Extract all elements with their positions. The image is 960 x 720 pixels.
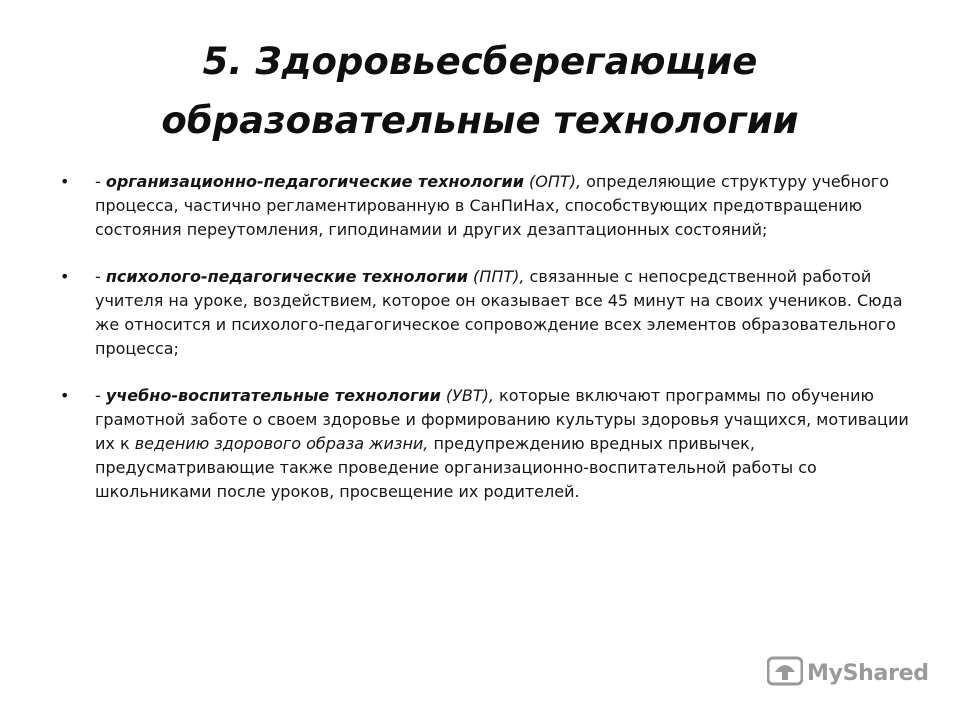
- slide-title: [60, 32, 900, 150]
- item-abbr: (ППТ),: [467, 267, 525, 286]
- watermark-text: MyShared: [807, 660, 929, 686]
- bullet-icon: •: [60, 386, 70, 405]
- item-prefix: -: [95, 172, 106, 191]
- item-text-b: предупреждению вредных привычек, предусматривающие также проведение организационно-воспитательной работы со школьниками после уроков, просвещение их родителей.: [95, 434, 817, 501]
- title-line-1: 5. Здоровьесберегающие: [202, 40, 758, 83]
- item-term: психолого-педагогические технологии: [105, 267, 468, 286]
- myshared-logo[interactable]: [767, 656, 929, 690]
- item-abbr: (ОПТ),: [523, 172, 582, 191]
- bullet-icon: •: [60, 267, 70, 286]
- item-text: определяющие структуру учебного процесса, частично регламентированную в СанПиНах, способствующих предотвращению состояния переутомления, гиподинамии и других дезаптационных состояний;: [95, 172, 889, 239]
- mushroom-logo-icon: [767, 656, 803, 690]
- item-term: учебно-воспитательные технологии: [105, 386, 441, 405]
- item-abbr: (УВТ),: [440, 386, 494, 405]
- list-item: [60, 384, 910, 504]
- item-text: связанные с непосредственной работой учителя на уроке, воздействием, которое он оказывает все 45 минут на своих учеников. Сюда же относится и психолого-педагогическое сопровождение всех элементов образовательного процесса;: [95, 267, 903, 358]
- item-prefix: -: [95, 267, 106, 286]
- list-item: [60, 265, 910, 361]
- item-text-italic: ведению здорового образа жизни,: [134, 434, 429, 453]
- bullet-list: [60, 170, 910, 504]
- item-prefix: -: [95, 386, 106, 405]
- bullet-icon: •: [60, 172, 70, 191]
- item-text-a: которые включают программы по обучению грамотной заботе о своем здоровье и формированию культуры здоровья учащихся, мотивации их к: [95, 386, 909, 453]
- list-item: [60, 170, 910, 242]
- title-line-2: образовательные технологии: [161, 99, 799, 142]
- item-term: организационно-педагогические технологии: [105, 172, 524, 191]
